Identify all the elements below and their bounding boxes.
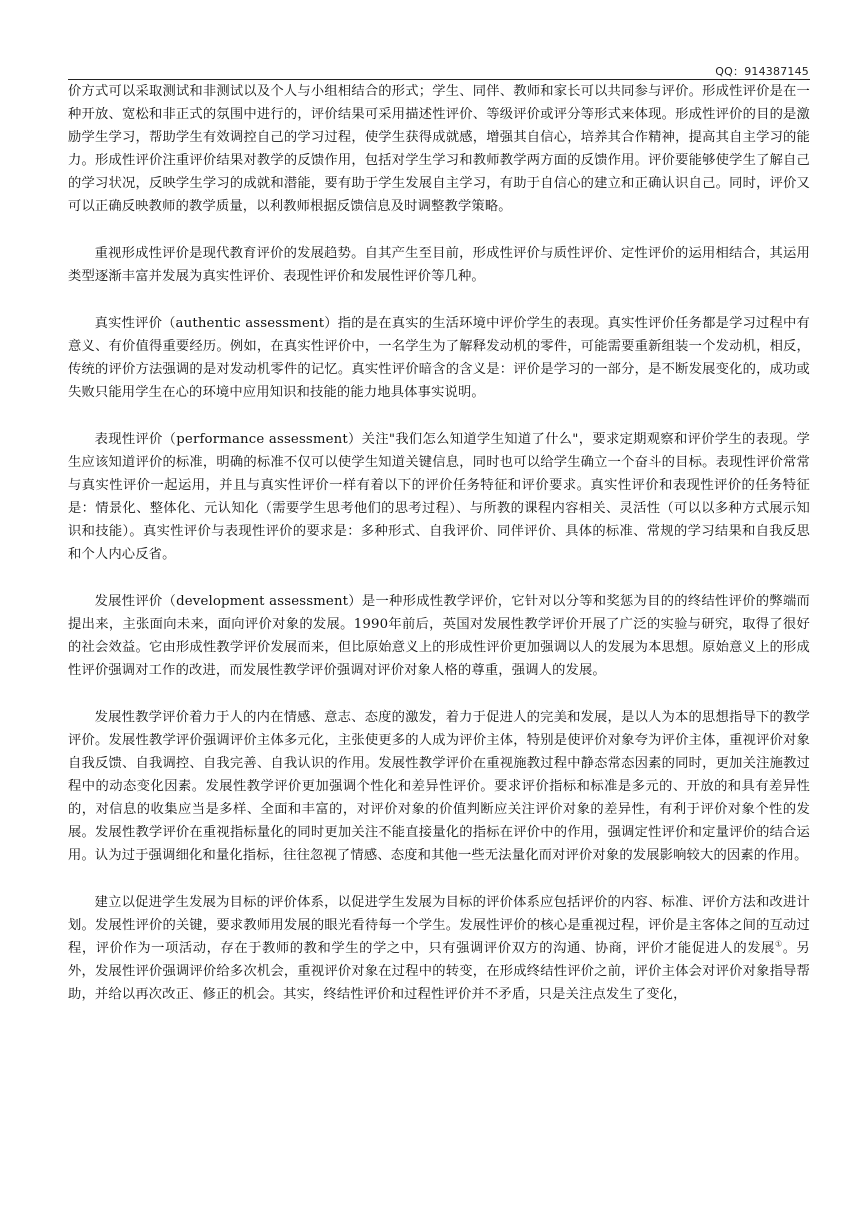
paragraph-evaluation-system-text-after: 。另外，发展性评价强调评价给多次机会，重视评价对象在过程中的转变，在形成终结性评价之前，评价主体会对评价对象指导帮助，并给以再次改正、修正的机会。其实，终结性评价和过程性评价并不矛盾，只是关注点发生了变化，	[68, 941, 810, 1002]
paragraph-performance-assessment: 表现性评价（performance assessment）关注"我们怎么知道学生知道了什么"，要求定期观察和评价学生的表现。学生应该知道评价的标准，明确的标准不仅可以使学生知道关键信息，同时也可以给学生确立一个奋斗的目标。表现性评价常常与真实性评价一起运用，并且与真实性评价一样有着以下的评价任务特征和评价要求。真实性评价和表现性评价的任务特征是：情景化、整体化、元认知化（需要学生思考他们的思考过程）、与所教的课程内容相关、灵活性（可以以多种方式展示知识和技能）。真实性评价与表现性评价的要求是：多种形式、自我评价、同伴评价、具体的标准、常规的学习结果和自我反思和个人内心反省。	[68, 432, 810, 562]
paragraph-continuation: 价方式可以采取测试和非测试以及个人与小组相结合的形式；学生、同伴、教师和家长可以共同参与评价。形成性评价是在一种开放、宽松和非正式的氛围中进行的，评价结果可采用描述性评价、等级评价或评分等形式来体现。形成性评价的目的是激励学生学习，帮助学生有效调控自己的学习过程，使学生获得成就感，增强其自信心，培养其合作精神，提高其自主学习的能力。形成性评价注重评价结果对教学的反馈作用，包括对学生学习和教师教学两方面的反馈作用。评价要能够使学生了解自己的学习状况，反映学生学习的成就和潜能，要有助于学生发展自主学习，有助于自信心的建立和正确认识自己。同时，评价又可以正确反映教师的教学质量，以利教师根据反馈信息及时调整教学策略。	[68, 84, 810, 214]
paragraph-developmental-teaching-evaluation: 发展性教学评价着力于人的内在情感、意志、态度的激发，着力于促进人的完美和发展，是以人为本的思想指导下的教学评价。发展性教学评价强调评价主体多元化，主张使更多的人成为评价主体，特别是使评价对象夸为评价主体，重视评价对象自我反馈、自我调控、自我完善、自我认识的作用。发展性教学评价在重视施教过程中静态常态因素的同时，更加关注施教过程中的动态变化因素。发展性教学评价更加强调个性化和差异性评价。要求评价指标和标准是多元的、开放的和具有差异性的，对信息的收集应当是多样、全面和丰富的，对评价对象的价值判断应关注评价对象的差异性，有利于评价对象个性的发展。发展性教学评价在重视指标量化的同时更加关注不能直接量化的指标在评价中的作用，强调定性评价和定量评价的结合运用。认为过于强调细化和量化指标，往往忽视了情感、态度和其他一些无法量化而对评价对象的发展影响较大的因素的作用。	[68, 710, 810, 863]
paragraph-evaluation-system	[68, 891, 810, 1006]
paragraph-authentic-assessment: 真实性评价（authentic assessment）指的是在真实的生活环境中评价学生的表现。真实性评价任务都是学习过程中有意义、有价值得重要经历。例如，在真实性评价中，一名学生为了解释发动机的零件，可能需要重新组装一个发动机，相反，传统的评价方法强调的是对发动机零件的记忆。真实性评价暗含的含义是：评价是学习的一部分，是不断发展变化的，成功或失败只能用学生在心的环境中应用知识和技能的能力地具体事实说明。	[68, 316, 810, 400]
page-header-qq: QQ：914387145	[715, 65, 809, 78]
footnote-marker[interactable]: ①	[774, 939, 783, 949]
paragraph-development-assessment: 发展性评价（development assessment）是一种形成性教学评价，它针对以分等和奖惩为目的的终结性评价的弊端而提出来，主张面向未来，面向评价对象的发展。1990年前后，英国对发展性教学评价开展了广泛的实验与研究，取得了很好的社会效益。它由形成性教学评价发展而来，但比原始意义上的形成性评价更加强调以人的发展为本思想。原始意义上的形成性评价强调对工作的改进，而发展性教学评价强调对评价对象人格的尊重，强调人的发展。	[68, 594, 810, 678]
paragraph-evaluation-system-text: 建立以促进学生发展为目标的评价体系，以促进学生发展为目标的评价体系应包括评价的内容、标准、评价方法和改进计划。发展性评价的关键，要求教师用发展的眼光看待每一个学生。发展性评价的核心是重视过程，评价是主客体之间的互动过程，评价作为一项活动，存在于教师的教和学生的学之中，只有强调评价双方的沟通、协商，评价才能促进人的发展	[68, 895, 810, 956]
paragraph-formative-trend: 重视形成性评价是现代教育评价的发展趋势。自其产生至目前，形成性评价与质性评价、定性评价的运用相结合，其运用类型逐渐丰富并发展为真实性评价、表现性评价和发展性评价等几种。	[68, 246, 810, 284]
document-body	[68, 80, 810, 1030]
